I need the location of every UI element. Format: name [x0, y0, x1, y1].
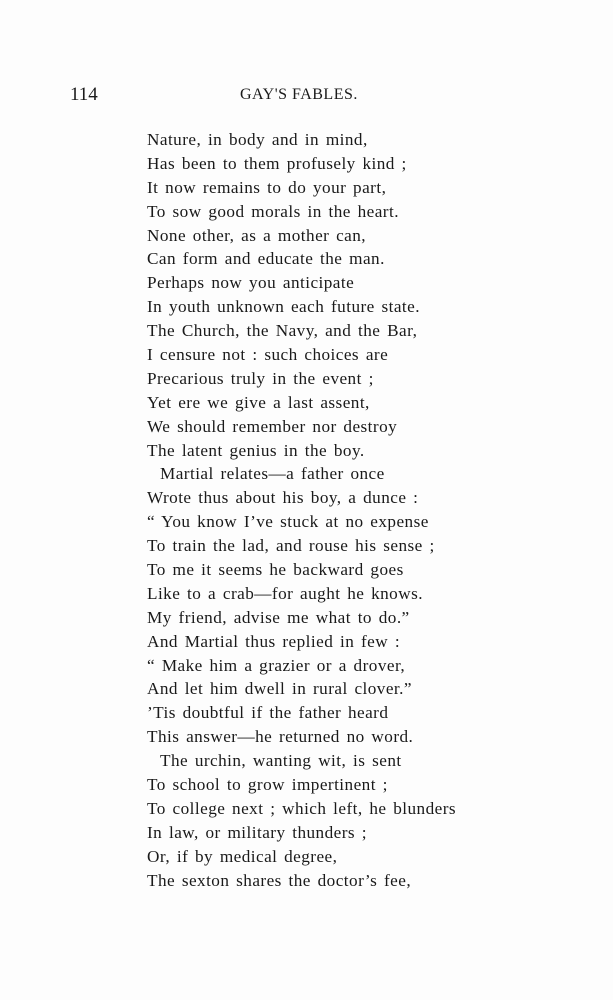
verse-line: I censure not : such choices are — [147, 345, 389, 365]
verse-line: Martial relates—a father once — [160, 464, 385, 484]
verse-line: None other, as a mother can, — [147, 225, 367, 245]
verse-line: Has been to them profusely kind ; — [147, 153, 407, 173]
verse-line: It now remains to do your part, — [147, 177, 387, 197]
verse-line: Wrote thus about his boy, a dunce : — [147, 488, 419, 508]
verse-line: “ Make him a grazier or a drover, — [147, 655, 406, 675]
verse-line: And let him dwell in rural clover.” — [147, 679, 412, 699]
verse-line: To sow good morals in the heart. — [147, 201, 399, 221]
verse-line: The urchin, wanting wit, is sent — [160, 751, 402, 771]
verse-line: We should remember nor destroy — [147, 416, 398, 436]
verse-line: Precarious truly in the event ; — [147, 368, 374, 388]
verse-line: The Church, the Navy, and the Bar, — [147, 321, 418, 341]
verse-line: This answer—he returned no word. — [147, 727, 414, 747]
verse-line: Nature, in body and in mind, — [147, 130, 368, 149]
verse-line: The latent genius in the boy. — [147, 440, 365, 460]
verse-line: To school to grow impertinent ; — [147, 775, 388, 795]
verse-line: The sexton shares the doctor’s fee, — [147, 870, 412, 890]
verse-line: To college next ; which left, he blunders — [147, 798, 457, 818]
verse-line: In law, or military thunders ; — [147, 822, 367, 842]
verse-line: ’Tis doubtful if the father heard — [147, 703, 389, 723]
verse-line: My friend, advise me what to do.” — [147, 607, 410, 627]
page-number: 114 — [70, 84, 98, 105]
verse-line: And Martial thus replied in few : — [147, 631, 401, 651]
verse-line: To train the lad, and rouse his sense ; — [147, 536, 435, 556]
verse-line: Or, if by medical degree, — [147, 846, 338, 866]
verse-line: Perhaps now you anticipate — [147, 273, 355, 293]
verse-body — [147, 128, 456, 893]
verse-line: “ You know I’ve stuck at no expense — [147, 512, 429, 532]
running-title: GAY'S FABLES. — [240, 86, 358, 103]
verse-line: Like to a crab—for aught he knows. — [147, 583, 423, 603]
verse-line: To me it seems he backward goes — [147, 560, 404, 580]
verse-line: In youth unknown each future state. — [147, 297, 420, 317]
verse-line: Can form and educate the man. — [147, 249, 385, 269]
verse-line: Yet ere we give a last assent, — [147, 392, 370, 412]
